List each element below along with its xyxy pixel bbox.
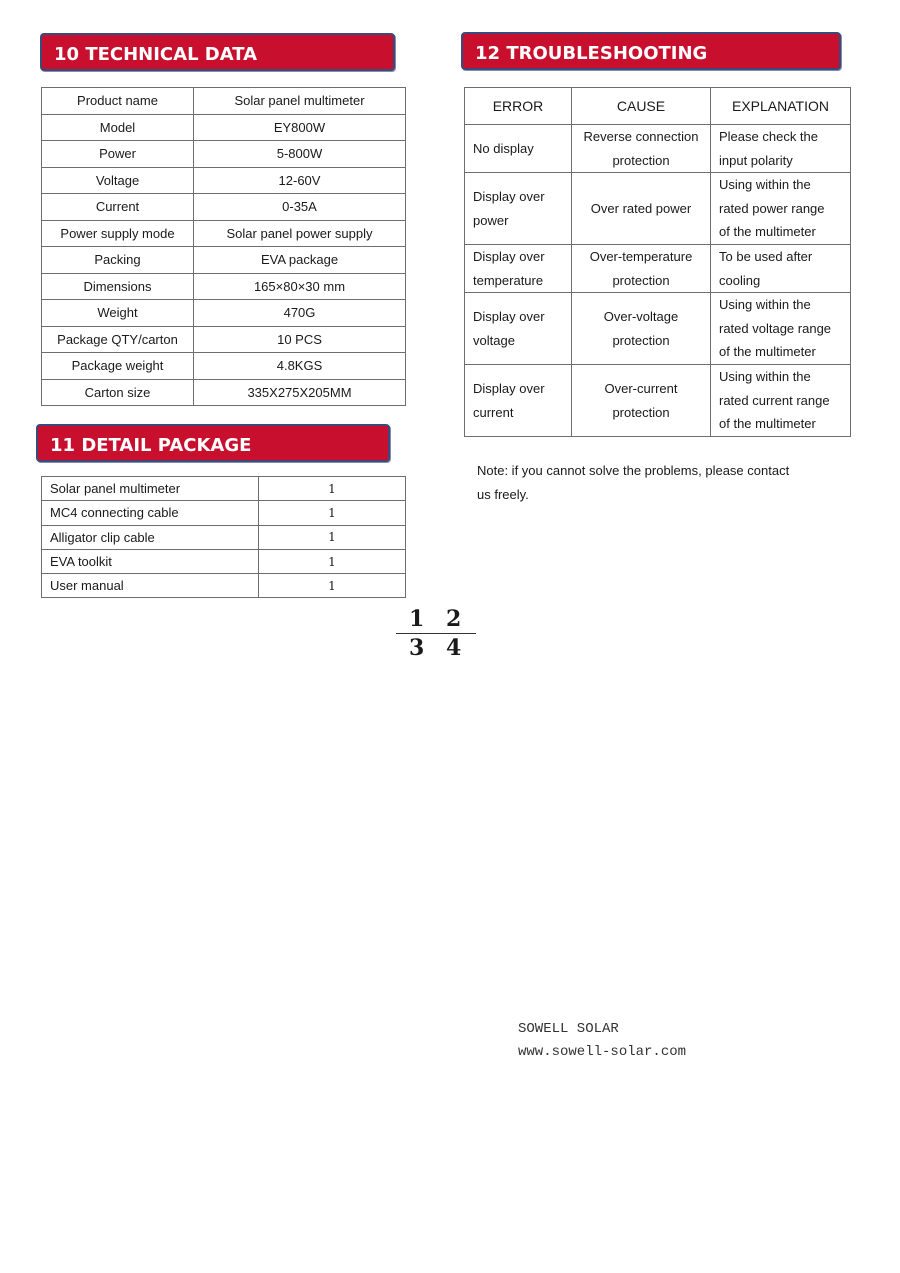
table-row (42, 477, 406, 501)
package-qty: 1 (259, 549, 406, 573)
table-header-row (465, 88, 851, 125)
table-row (465, 365, 851, 437)
column-header-explanation: EXPLANATION (711, 88, 851, 125)
cause-text: protection (612, 272, 670, 288)
spec-value: Solar panel power supply (194, 220, 406, 247)
cause-cell (572, 173, 711, 245)
error-text: current (473, 404, 514, 420)
package-qty: 1 (259, 574, 406, 598)
table-row (42, 501, 406, 525)
spec-label: Product name (42, 88, 194, 115)
explanation-text: Using within the (719, 297, 811, 313)
table-row (42, 273, 406, 300)
spec-value: 12-60V (194, 167, 406, 194)
spec-value: 10 PCS (194, 326, 406, 353)
explanation-cell (711, 125, 851, 173)
footer (518, 1018, 686, 1064)
table-row (42, 353, 406, 380)
spec-value: 470G (194, 300, 406, 327)
explanation-text: Using within the (719, 177, 811, 193)
error-cell (465, 245, 572, 293)
error-text: Display over (473, 189, 545, 204)
table-row (42, 247, 406, 274)
table-row (42, 574, 406, 598)
error-text: Display over (473, 309, 545, 324)
table-row (42, 88, 406, 115)
technical-data-table (41, 87, 406, 406)
table-row (42, 549, 406, 573)
package-item: EVA toolkit (42, 549, 259, 573)
error-text: Display over (473, 249, 545, 264)
package-item: User manual (42, 574, 259, 598)
explanation-text: of the multimeter (719, 344, 816, 360)
table-row (42, 194, 406, 221)
spec-label: Current (42, 194, 194, 221)
error-cell (465, 365, 572, 437)
table-row (42, 525, 406, 549)
table-row (465, 173, 851, 245)
cause-text: protection (612, 152, 670, 168)
cause-cell (572, 293, 711, 365)
table-row (465, 125, 851, 173)
page-number: 3 (409, 635, 425, 661)
website-text: www.sowell-solar.com (518, 1044, 687, 1060)
explanation-text: rated voltage range (719, 320, 832, 336)
table-row (42, 300, 406, 327)
error-text: No display (473, 140, 534, 156)
explanation-text: Using within the (719, 369, 811, 385)
cause-cell (572, 125, 711, 173)
error-cell (465, 293, 572, 365)
cause-text: Over-temperature (589, 249, 693, 264)
page-number: 4 (446, 635, 462, 661)
error-cell (465, 125, 572, 173)
explanation-cell (711, 245, 851, 293)
page-number: 2 (446, 606, 462, 632)
cause-text: Over-current (604, 381, 678, 396)
table-row (42, 379, 406, 406)
cause-text: Over-voltage (603, 309, 679, 324)
cause-cell (572, 245, 711, 293)
error-cell (465, 173, 572, 245)
package-item: Solar panel multimeter (42, 477, 259, 501)
spec-label: Power (42, 141, 194, 168)
explanation-text: input polarity (719, 152, 793, 168)
table-row (42, 220, 406, 247)
spec-label: Model (42, 114, 194, 141)
error-text: voltage (473, 332, 515, 348)
error-text: temperature (473, 272, 544, 288)
spec-label: Weight (42, 300, 194, 327)
spec-label: Package QTY/carton (42, 326, 194, 353)
explanation-text: To be used after (719, 249, 813, 264)
package-item: Alligator clip cable (42, 525, 259, 549)
detail-package-table (41, 476, 406, 598)
error-text: power (473, 212, 509, 228)
cause-text: protection (612, 404, 670, 420)
technical-data-heading: 10 TECHNICAL DATA (40, 33, 395, 71)
table-row (42, 141, 406, 168)
cause-cell (572, 365, 711, 437)
spec-label: Package weight (42, 353, 194, 380)
cause-text: protection (612, 332, 670, 348)
spec-label: Dimensions (42, 273, 194, 300)
page-order-grid (396, 606, 476, 662)
explanation-text: rated power range (719, 200, 825, 216)
troubleshooting-heading: 12 TROUBLESHOOTING (461, 32, 841, 70)
package-qty: 1 (259, 477, 406, 501)
table-row (42, 167, 406, 194)
table-row (465, 245, 851, 293)
explanation-cell (711, 173, 851, 245)
company-name: SOWELL SOLAR (518, 1021, 619, 1037)
table-row (42, 114, 406, 141)
explanation-cell (711, 365, 851, 437)
spec-label: Voltage (42, 167, 194, 194)
package-qty: 1 (259, 501, 406, 525)
spec-label: Carton size (42, 379, 194, 406)
spec-value: EVA package (194, 247, 406, 274)
package-qty: 1 (259, 525, 406, 549)
explanation-cell (711, 293, 851, 365)
note-line: us freely. (477, 486, 529, 502)
table-row (42, 326, 406, 353)
troubleshooting-table (464, 87, 851, 437)
spec-value: 4.8KGS (194, 353, 406, 380)
package-item: MC4 connecting cable (42, 501, 259, 525)
explanation-text: of the multimeter (719, 224, 816, 240)
detail-package-heading: 11 DETAIL PACKAGE (36, 424, 390, 462)
page-number: 1 (409, 606, 425, 632)
table-row (465, 293, 851, 365)
spec-label: Packing (42, 247, 194, 274)
cause-text: Over rated power (590, 200, 692, 216)
spec-value: 5-800W (194, 141, 406, 168)
explanation-text: of the multimeter (719, 416, 816, 432)
spec-value: EY800W (194, 114, 406, 141)
spec-value: 0-35A (194, 194, 406, 221)
cause-text: Reverse connection (583, 129, 699, 144)
divider (396, 633, 476, 634)
explanation-text: cooling (719, 272, 761, 288)
spec-label: Power supply mode (42, 220, 194, 247)
troubleshooting-note (477, 459, 822, 506)
explanation-text: Please check the (719, 129, 819, 144)
column-header-cause: CAUSE (572, 88, 711, 125)
explanation-text: rated current range (719, 392, 830, 408)
note-line: Note: if you cannot solve the problems, please contact (477, 463, 790, 478)
column-header-error: ERROR (465, 88, 572, 125)
spec-value: 335X275X205MM (194, 379, 406, 406)
spec-value: Solar panel multimeter (194, 88, 406, 115)
error-text: Display over (473, 381, 545, 396)
spec-value: 165×80×30 mm (194, 273, 406, 300)
